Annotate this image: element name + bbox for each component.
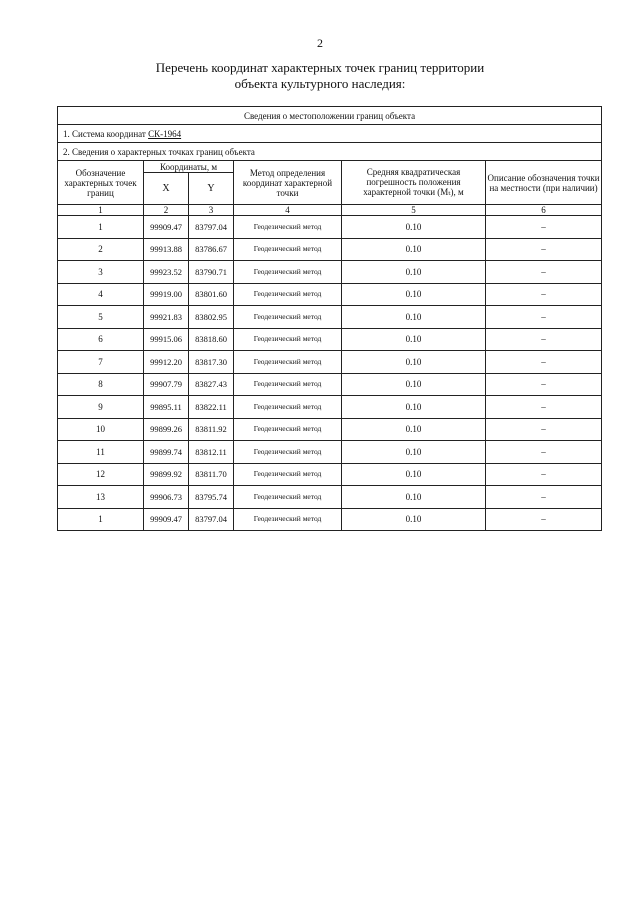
description-cell: – [486, 238, 602, 261]
table-row [58, 396, 602, 419]
table-row [58, 216, 602, 239]
method-cell: Геодезический метод [234, 463, 342, 486]
point-cell: 12 [58, 463, 144, 486]
method-cell: Геодезический метод [234, 283, 342, 306]
y-coordinate-cell: 83811.70 [189, 463, 234, 486]
error-cell: 0.10 [342, 216, 486, 239]
x-coordinate-cell: 99919.00 [144, 283, 189, 306]
point-cell: 13 [58, 486, 144, 509]
description-cell: – [486, 283, 602, 306]
point-cell: 4 [58, 283, 144, 306]
x-coordinate-cell: 99909.47 [144, 216, 189, 239]
x-coordinate-cell: 99899.26 [144, 418, 189, 441]
point-cell: 3 [58, 261, 144, 284]
column-number: 4 [234, 205, 342, 216]
description-cell: – [486, 216, 602, 239]
description-cell: – [486, 418, 602, 441]
x-coordinate-cell: 99906.73 [144, 486, 189, 509]
description-cell: – [486, 261, 602, 284]
header-x: X [144, 173, 189, 205]
coordinate-system-name: СК-1964 [148, 128, 182, 139]
column-number: 5 [342, 205, 486, 216]
header-description: Описание обозначения точки на местности (при наличии) [486, 161, 602, 205]
table-row [58, 261, 602, 284]
method-cell: Геодезический метод [234, 486, 342, 509]
page-number: 2 [317, 36, 323, 50]
error-cell: 0.10 [342, 238, 486, 261]
method-cell: Геодезический метод [234, 238, 342, 261]
coordinate-system-label: 1. Система координат [63, 128, 149, 139]
column-number: 6 [486, 205, 602, 216]
x-coordinate-cell: 99915.06 [144, 328, 189, 351]
point-cell: 6 [58, 328, 144, 351]
x-coordinate-cell: 99912.20 [144, 351, 189, 374]
y-coordinate-cell: 83817.30 [189, 351, 234, 374]
table-row [58, 418, 602, 441]
point-cell: 9 [58, 396, 144, 419]
x-coordinate-cell: 99907.79 [144, 373, 189, 396]
table-row [58, 351, 602, 374]
x-coordinate-cell: 99899.92 [144, 463, 189, 486]
table-row [58, 508, 602, 531]
error-cell: 0.10 [342, 396, 486, 419]
method-cell: Геодезический метод [234, 373, 342, 396]
description-cell: – [486, 441, 602, 464]
x-coordinate-cell: 99895.11 [144, 396, 189, 419]
y-coordinate-cell: 83797.04 [189, 216, 234, 239]
table-row [58, 238, 602, 261]
error-cell: 0.10 [342, 351, 486, 374]
document-title [0, 60, 640, 92]
method-cell: Геодезический метод [234, 441, 342, 464]
point-cell: 2 [58, 238, 144, 261]
header-error: Средняя квадратическая погрешность положения характерной точки (Mₜ), м [342, 161, 486, 205]
description-cell: – [486, 463, 602, 486]
title-line-1: Перечень координат характерных точек границ территории [155, 60, 485, 75]
description-cell: – [486, 508, 602, 531]
point-cell: 5 [58, 306, 144, 329]
point-cell: 8 [58, 373, 144, 396]
x-coordinate-cell: 99909.47 [144, 508, 189, 531]
table-row [58, 328, 602, 351]
error-cell: 0.10 [342, 463, 486, 486]
x-coordinate-cell: 99921.83 [144, 306, 189, 329]
method-cell: Геодезический метод [234, 351, 342, 374]
method-cell: Геодезический метод [234, 328, 342, 351]
column-number-row [58, 205, 602, 216]
y-coordinate-cell: 83786.67 [189, 238, 234, 261]
point-cell: 7 [58, 351, 144, 374]
error-cell: 0.10 [342, 486, 486, 509]
description-cell: – [486, 486, 602, 509]
error-cell: 0.10 [342, 373, 486, 396]
header-designation: Обозначение характерных точек границ [58, 161, 144, 205]
method-cell: Геодезический метод [234, 261, 342, 284]
description-cell: – [486, 396, 602, 419]
table-row [58, 441, 602, 464]
error-cell: 0.10 [342, 261, 486, 284]
error-cell: 0.10 [342, 328, 486, 351]
error-cell: 0.10 [342, 418, 486, 441]
description-cell: – [486, 351, 602, 374]
x-coordinate-cell: 99913.88 [144, 238, 189, 261]
method-cell: Геодезический метод [234, 418, 342, 441]
point-cell: 10 [58, 418, 144, 441]
column-number: 2 [144, 205, 189, 216]
point-cell: 1 [58, 508, 144, 531]
error-cell: 0.10 [342, 306, 486, 329]
x-coordinate-cell: 99923.52 [144, 261, 189, 284]
table-row [58, 373, 602, 396]
method-cell: Геодезический метод [234, 306, 342, 329]
points-header: 2. Сведения о характерных точках границ объекта [58, 143, 602, 161]
table-row [58, 463, 602, 486]
y-coordinate-cell: 83811.92 [189, 418, 234, 441]
y-coordinate-cell: 83827.43 [189, 373, 234, 396]
y-coordinate-cell: 83812.11 [189, 441, 234, 464]
table-row [58, 283, 602, 306]
column-number: 3 [189, 205, 234, 216]
method-cell: Геодезический метод [234, 216, 342, 239]
point-cell: 11 [58, 441, 144, 464]
description-cell: – [486, 328, 602, 351]
y-coordinate-cell: 83802.95 [189, 306, 234, 329]
y-coordinate-cell: 83822.11 [189, 396, 234, 419]
error-cell: 0.10 [342, 508, 486, 531]
y-coordinate-cell: 83790.71 [189, 261, 234, 284]
table-row [58, 306, 602, 329]
error-cell: 0.10 [342, 283, 486, 306]
coordinates-table [57, 106, 602, 531]
description-cell: – [486, 306, 602, 329]
x-coordinate-cell: 99899.74 [144, 441, 189, 464]
point-cell: 1 [58, 216, 144, 239]
header-method: Метод определения координат характерной точки [234, 161, 342, 205]
title-line-2: объекта культурного наследия: [234, 76, 406, 91]
section-header: Сведения о местоположении границ объекта [58, 107, 602, 125]
method-cell: Геодезический метод [234, 396, 342, 419]
y-coordinate-cell: 83801.60 [189, 283, 234, 306]
error-cell: 0.10 [342, 441, 486, 464]
y-coordinate-cell: 83818.60 [189, 328, 234, 351]
y-coordinate-cell: 83797.04 [189, 508, 234, 531]
header-y: Y [189, 173, 234, 205]
header-coordinates: Координаты, м [144, 161, 234, 173]
description-cell: – [486, 373, 602, 396]
method-cell: Геодезический метод [234, 508, 342, 531]
coordinate-system-row [58, 125, 602, 143]
table-row [58, 486, 602, 509]
y-coordinate-cell: 83795.74 [189, 486, 234, 509]
column-number: 1 [58, 205, 144, 216]
